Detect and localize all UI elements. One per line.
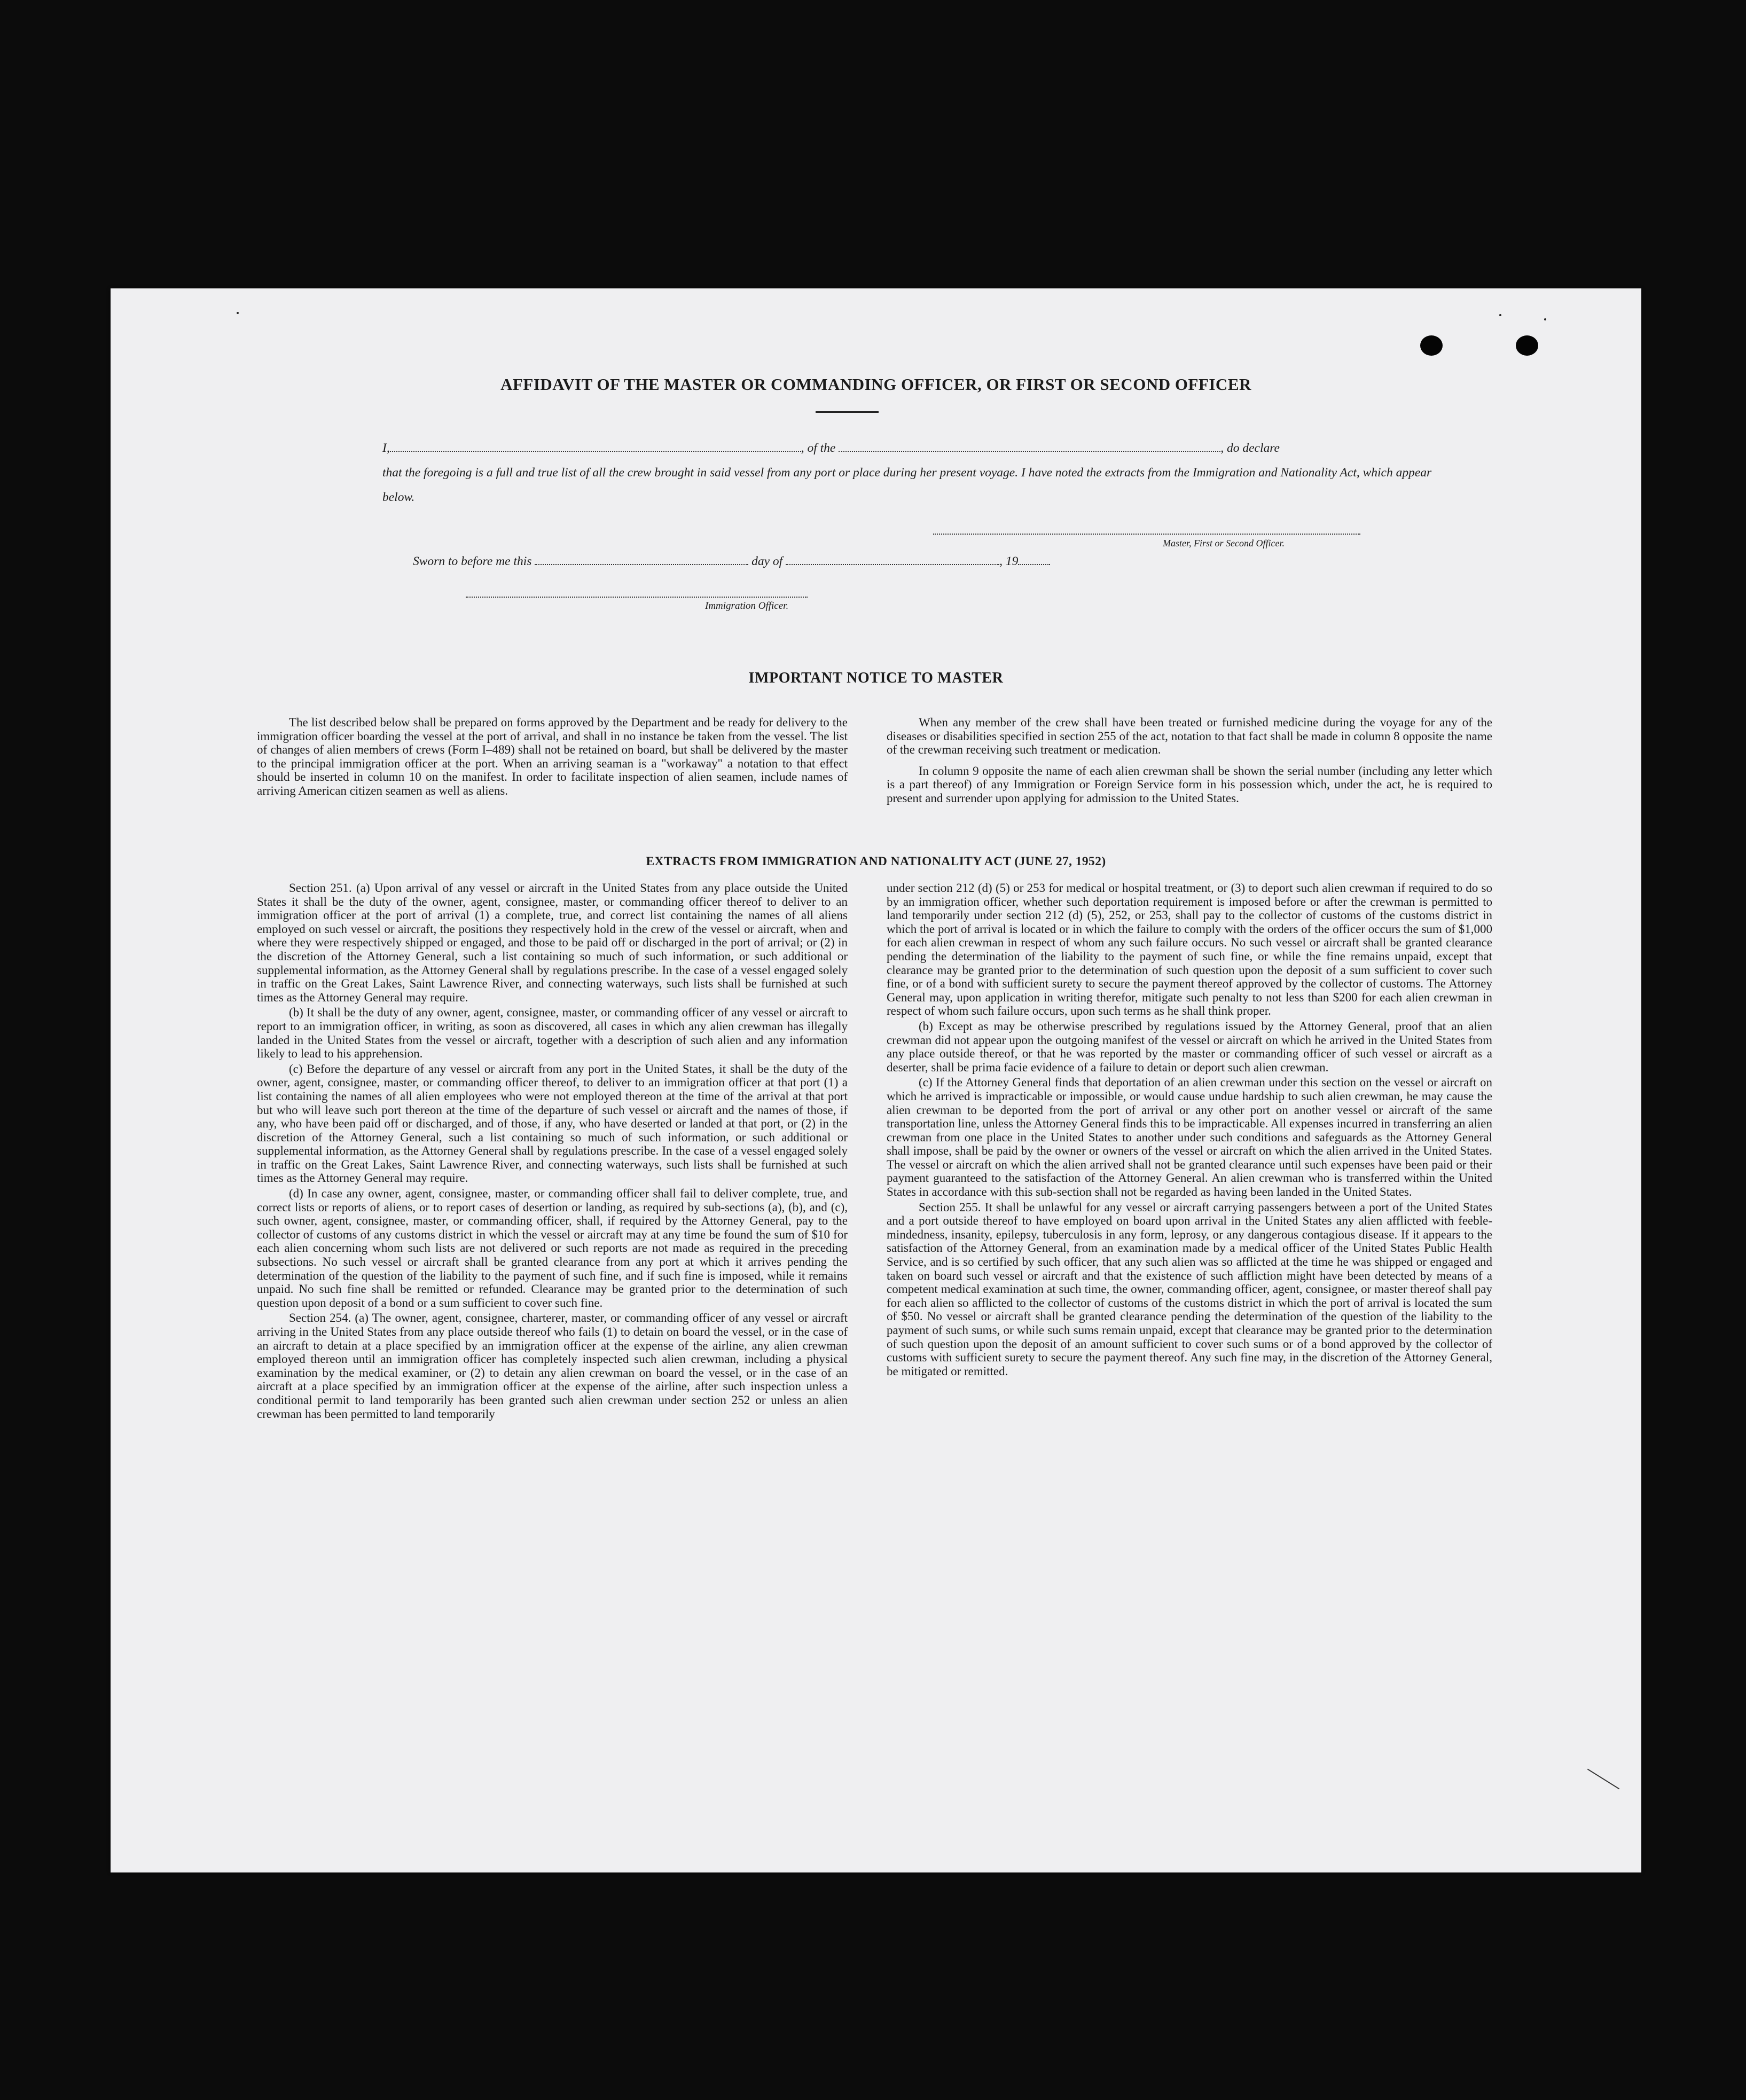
i-label: I, (382, 441, 390, 455)
declaration-text: that the foregoing is a full and true list of all the crew brought in said vessel from any port or place during her present voyage. I have noted the extracts from the Immigration and Nationality Act, which appear below. (382, 466, 1432, 504)
document-page (111, 288, 1641, 1872)
notice-right-column (887, 716, 1492, 807)
act-paragraph: Section 254. (a) The owner, agent, consignee, charterer, master, or commanding officer of any vessel or aircraft arriving in the United States from any place outside thereof who fails (1) to detain on board the vessel, or in the case of an aircraft to detain at a place specified by an immigration officer at the expense of the airline, any alien crewman employed thereon until an immigration officer has completely inspected such alien crewman, including a physical examination by the medical examiner, or (2) to detain any alien crewman on board the vessel, or in the case of an aircraft at a place specified by an immigration officer at the expense of the airline, after such inspection unless a conditional permit to land temporarily has been granted such alien crewman under section 252 or unless an alien crewman has been permitted to land temporarily (257, 1311, 848, 1421)
act-paragraph: (c) If the Attorney General finds that deportation of an alien crewman under this section on the vessel or aircraft on which he arrived is impracticable or impossible, or would cause undue hardship to such alien crewman, he may cause the alien crewman to be deported from the port of arrival or any other port on another vessel or aircraft of the same transportation line, unless the Attorney General finds this to be impracticable. All expenses incurred in transferring an alien crewman from one place in the United States to another under such conditions and safeguards as the Attorney General shall impose, shall be paid by the owner or owners of the vessel or aircraft on which the alien arrived in the United States. The vessel or aircraft on which the alien arrived shall not be granted clearance until such expenses have been paid or their payment guaranteed to the satisfaction of the Attorney General. An alien crewman who is transferred within the United States in accordance with this sub-section shall not be regarded as having been landed in the United States. (887, 1076, 1492, 1199)
act-paragraph: (b) Except as may be otherwise prescribed by regulations issued by the Attorney General, proof that an alien crewman did not appear upon the outgoing manifest of the vessel or aircraft on which he arrived in the United States from any place outside thereof, or that he was reported by the master or commanding officer of such vessel or aircraft as a deserter, shall be prima facie evidence of a failure to detain or deport such alien crewman. (887, 1019, 1492, 1074)
notice-paragraph: In column 9 opposite the name of each alien crewman shall be shown the serial number (including any letter which is a part thereof) of any Immigration or Foreign Service form in his possession which, under the act, he is required to present and surrender upon applying for admission to the United States. (887, 764, 1492, 805)
of-the-label: , of the (801, 441, 836, 455)
signature-label: Master, First or Second Officer. (1163, 538, 1285, 548)
notice-title: IMPORTANT NOTICE TO MASTER (748, 670, 1004, 686)
act-paragraph: (c) Before the departure of any vessel or aircraft from any port in the United States, it shall be the duty of the owner, agent, consignee, master, or commanding officer thereof, to deliver to an immigration officer at that port (1) a list containing the names of all alien employees who were not employed thereon at the time of the arrival at that port but who will leave such port thereon at the time of the departure of such vessel or aircraft and the names of those, if any, who have been paid off or discharged, and of those, if any, who have deserted or landed at that port, or (2) in the discretion of the Attorney General, such a list containing so much of such information, or such additional or supplemental information, as the Attorney General shall by regulations prescribe. In the case of a vessel engaged solely in traffic on the Great Lakes, Saint Lawrence River, and connecting waterways, such lists shall be furnished at such times as the Attorney General may require. (257, 1062, 848, 1185)
extracts-title: EXTRACTS FROM IMMIGRATION AND NATIONALITY ACT (JUNE 27, 1952) (646, 855, 1106, 868)
sworn-year-field[interactable] (1018, 564, 1050, 565)
speck-mark (1499, 314, 1501, 316)
act-paragraph: under section 212 (d) (5) or 253 for medical or hospital treatment, or (3) to deport such alien crewman if required to do so by an immigration officer, whether such deportation requirement is imposed before or after the crewman is permitted to land temporarily under section 212 (d) (5), 252, or 253, shall pay to the collector of customs of the customs district in which the port of arrival is located or in which the failure to comply with the orders of the officer occurs the sum of $1,000 for each alien crewman in respect of whom any such failure occurs. No such vessel or aircraft shall be granted clearance pending the determination of the liability to the payment of such fine, or while the fine remains unpaid, except that clearance may be granted prior to the determination of such question upon the deposit of a sum sufficient to cover such fine, or of a bond with sufficient surety to secure the payment thereof approved by the collector of customs. The Attorney General may, upon application in writing therefor, mitigate such penalty to not less than $200 for each alien crewman in respect of whom such failure occurs, upon such terms as he shall think proper. (887, 881, 1492, 1018)
year-label: , 19 (999, 554, 1019, 568)
speck-mark (237, 312, 239, 314)
sworn-label: Sworn to before me this (413, 554, 532, 568)
notice-paragraph: The list described below shall be prepared on forms approved by the Department and be ready for delivery to the immigration officer boarding the vessel at the port of arrival, and shall in no instance be taken from the vessel. The list of changes of alien members of crews (Form I–489) shall not be retained on board, but shall be delivered by the master to the principal immigration officer at the port. When an arriving seaman is a "workaway" a notation to that effect should be inserted in column 10 on the manifest. In order to facilitate inspection of alien seamen, include names of arriving American citizen seamen as well as aliens. (257, 716, 848, 797)
act-paragraph: Section 255. It shall be unlawful for any vessel or aircraft carrying passengers between a port of the United States and a port outside thereof to have employed on board upon arrival in the United States any alien afflicted with feeble-mindedness, insanity, epilepsy, tuberculosis in any form, leprosy, or any dangerous contagious disease. If it appears to the satisfaction of the Attorney General, from an examination made by a medical officer of the United States Public Health Service, and is so certified by such officer, that any such alien was so afflicted at the time he was shipped or engaged and taken on board such vessel or aircraft and that the existence of such affliction might have been detected by means of a competent medical examination at such time, the owner, commanding officer, agent, consignee, or master thereof shall pay for each alien so afflicted to the collector of customs of the customs district in which the port of arrival is located the sum of $50. No vessel or aircraft shall be granted clearance pending the determination of the question of the liability to the payment of such sums, or while such sums remain unpaid, except that clearance may be granted prior to the determination of such question upon the deposit of an amount sufficient to cover such sums or of a bond approved by the collector of customs with sufficient surety to secure the payment thereof. Any such fine may, in the discretion of the Attorney General, be mitigated or remitted. (887, 1200, 1492, 1378)
sworn-month-field[interactable] (786, 564, 999, 565)
signature-field[interactable] (933, 534, 1360, 535)
scratch-mark (1587, 1769, 1619, 1790)
notice-left-column (257, 716, 848, 800)
punch-hole (1516, 335, 1538, 356)
vessel-field[interactable] (839, 451, 1220, 452)
title-rule (816, 411, 879, 413)
immigration-officer-label: Immigration Officer. (705, 600, 789, 612)
day-of-label: day of (751, 554, 783, 568)
do-declare-label: , do declare (1220, 441, 1280, 455)
immigration-officer-field[interactable] (466, 597, 808, 598)
affidavit-title: AFFIDAVIT OF THE MASTER OR COMMANDING OFFICER, OR FIRST OR SECOND OFFICER (500, 375, 1251, 394)
name-field[interactable] (390, 451, 801, 452)
sworn-line (413, 554, 1050, 569)
sworn-day-field[interactable] (535, 564, 748, 565)
notice-paragraph: When any member of the crew shall have been treated or furnished medicine during the voyage for any of the diseases or disabilities specified in section 255 of the act, notation to that fact shall be made in column 8 opposite the name of the crewman receiving such treatment or medication. (887, 716, 1492, 757)
declaration-block (382, 436, 1467, 510)
extracts-left-column (257, 881, 848, 1422)
extracts-right-column (887, 881, 1492, 1380)
speck-mark (1544, 318, 1546, 320)
act-paragraph: (d) In case any owner, agent, consignee, master, or commanding officer shall fail to deliver complete, true, and correct lists or reports of aliens, or to report cases of desertion or landing, as required by sub-sections (a), (b), and (c), such owner, agent, consignee, master, or commanding officer, shall, if required by the Attorney General, pay to the collector of customs of any customs district in which the vessel or aircraft may at any time be found the sum of $10 for each alien concerning whom such lists are not delivered or such reports are not made as required in the preceding subsections. No such vessel or aircraft shall be granted clearance from any port at which it arrives pending the determination of the question of the liability to the payment of such fine, and if such fine is imposed, while it remains unpaid. No such fine shall be remitted or refunded. Clearance may be granted prior to the determination of such question upon deposit of a bond or a sum sufficient to cover such fine. (257, 1187, 848, 1310)
act-paragraph: (b) It shall be the duty of any owner, agent, consignee, master, or commanding officer of any vessel or aircraft to report to an immigration officer, in writing, as soon as discovered, all cases in which any alien crewman has illegally landed in the United States from the vessel or aircraft, together with a description of such alien and any information likely to lead to his apprehension. (257, 1006, 848, 1061)
act-paragraph: Section 251. (a) Upon arrival of any vessel or aircraft in the United States from any place outside the United States it shall be the duty of the owner, agent, consignee, master, or commanding officer thereof to deliver to an immigration officer at the port of arrival (1) a complete, true, and correct list containing the names of all aliens employed on such vessel or aircraft, the positions they respectively hold in the crew of the vessel or aircraft, when and where they were respectively shipped or engaged, and those to be paid off or discharged in the port of arrival; or (2) in the discretion of the Attorney General, such a list containing so much of such information, or such additional or supplemental information, as the Attorney General shall by regulations prescribe. In the case of a vessel engaged solely in traffic on the Great Lakes, Saint Lawrence River, and connecting waterways, such lists shall be furnished at such times as the Attorney General may require. (257, 881, 848, 1004)
punch-hole (1420, 335, 1443, 356)
